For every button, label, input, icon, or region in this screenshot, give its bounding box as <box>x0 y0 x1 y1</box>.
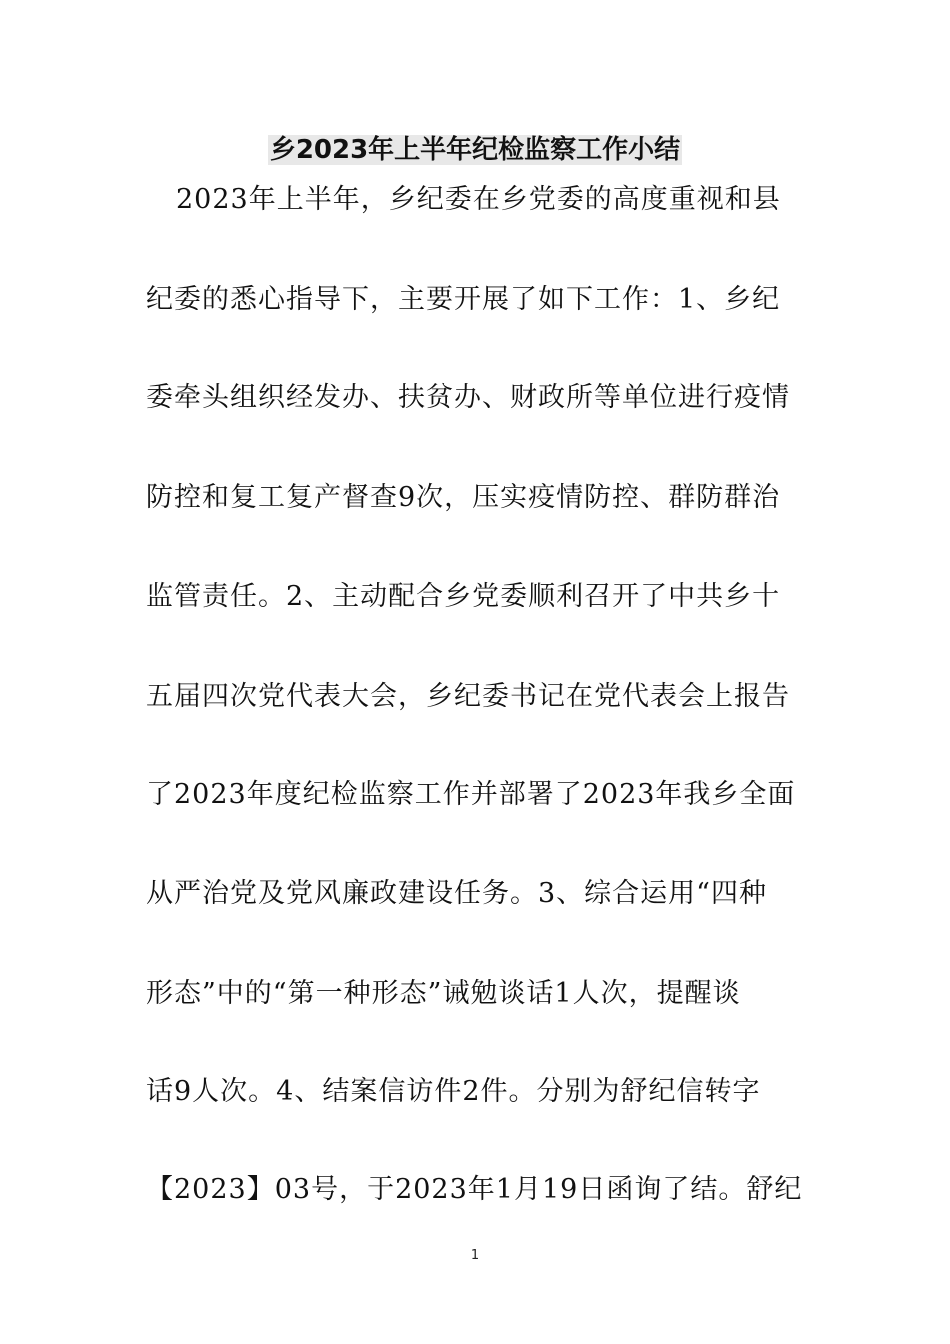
paragraph-line-7: 了2023年度纪检监察工作并部署了2023年我乡全面 <box>146 779 796 810</box>
paragraph-line-4: 防控和复工复产督查9次，压实疫情防控、群防群治 <box>146 482 781 513</box>
page-number: 1 <box>470 1248 480 1263</box>
paragraph-line-5: 监管责任。2、主动配合乡党委顺利召开了中共乡十 <box>146 581 781 612</box>
paragraph-line-10: 话9人次。4、结案信访件2件。分别为舒纪信转字 <box>146 1076 761 1107</box>
paragraph-line-2: 纪委的悉心指导下，主要开展了如下工作：1、乡纪 <box>146 284 781 315</box>
paragraph-line-8: 从严治党及党风廉政建设任务。3、综合运用“四种 <box>146 878 767 909</box>
paragraph-line-11: 【2023】03号，于2023年1月19日函询了结。舒纪 <box>146 1174 803 1205</box>
title-text: 乡2023年上半年纪检监察工作小结 <box>269 135 681 165</box>
paragraph-line-1: 2023年上半年，乡纪委在乡党委的高度重视和县 <box>176 184 781 215</box>
paragraph-line-3: 委牵头组织经发办、扶贫办、财政所等单位进行疫情 <box>146 382 790 413</box>
paragraph-line-6: 五届四次党代表大会，乡纪委书记在党代表会上报告 <box>146 681 790 712</box>
document-title <box>0 130 950 170</box>
paragraph-line-9: 形态”中的“第一种形态”诫勉谈话1人次，提醒谈 <box>146 978 741 1009</box>
